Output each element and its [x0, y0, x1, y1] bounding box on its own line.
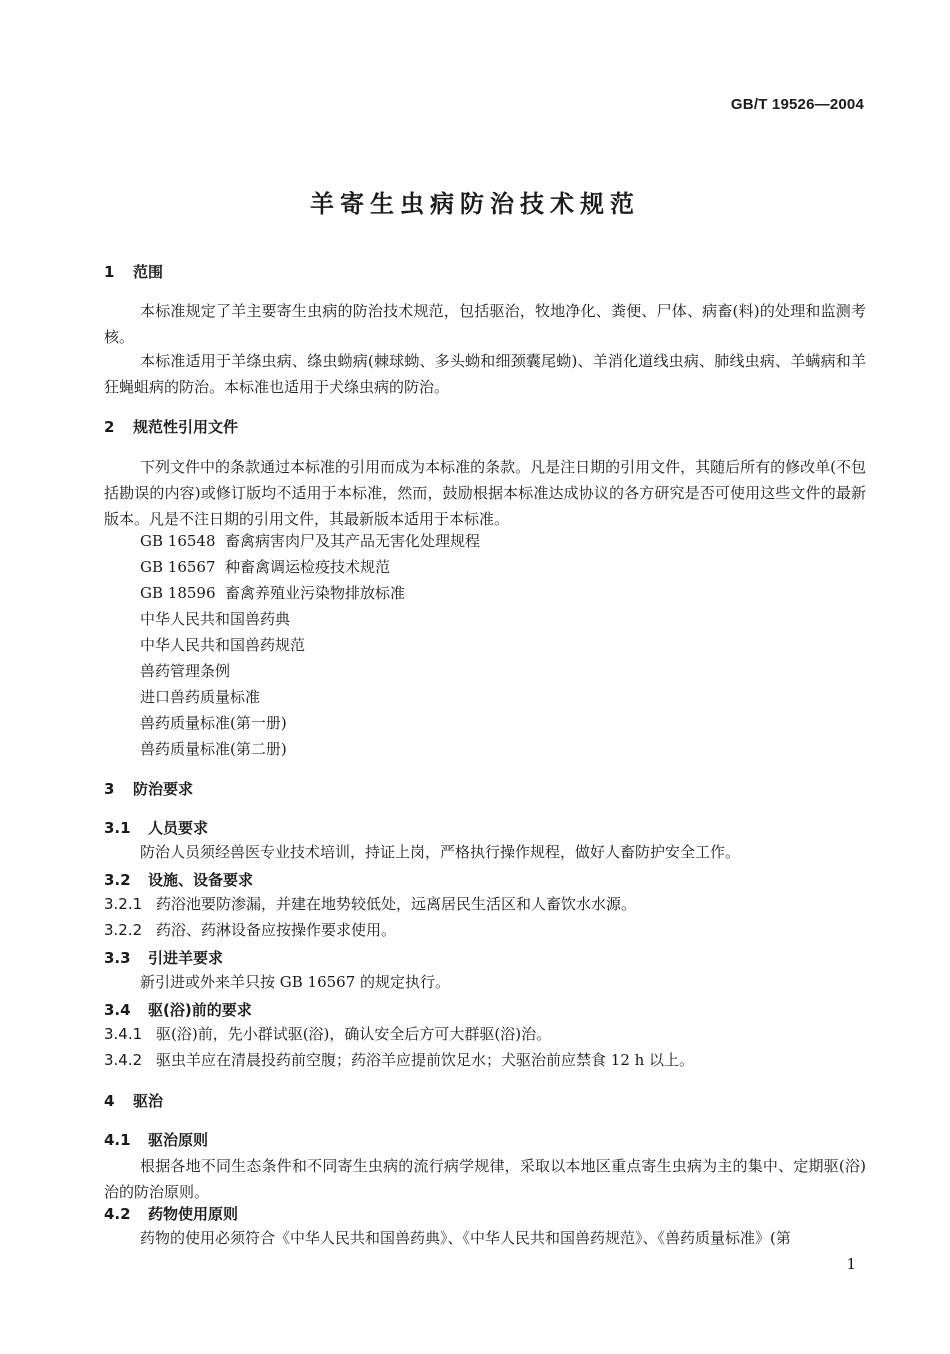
clause-4-2-text: 药物的使用必须符合《中华人民共和国兽药典》、《中华人民共和国兽药规范》、《兽药质量标准》(第	[140, 1229, 791, 1247]
reference-item	[140, 634, 305, 655]
reference-item	[140, 660, 230, 681]
page-number: 1	[846, 1255, 856, 1273]
clause-title: 设施、设备要求	[148, 871, 254, 889]
clause-number: 3.4.2	[104, 1051, 143, 1069]
reference-name: 兽药质量标准(第二册)	[140, 740, 287, 758]
clause-title: 驱治原则	[148, 1131, 209, 1149]
clause-3-2-2	[104, 919, 396, 940]
references-intro: 下列文件中的条款通过本标准的引用而成为本标准的条款。凡是注日期的引用文件，其随后所有的修改单(不包括勘误的内容)或修订版均不适用于本标准，然而，鼓励根据本标准达成协议的各方研究是否可使用这些文件的最新版本。凡是不注日期的引用文件，其最新版本适用于本标准。	[104, 458, 866, 528]
clause-title: 人员要求	[148, 819, 209, 837]
clause-number: 3.1	[104, 819, 131, 837]
reference-name: 中华人民共和国兽药规范	[140, 636, 306, 654]
standard-code: GB/T 19526—2004	[730, 96, 864, 113]
reference-item	[140, 712, 287, 733]
reference-item	[140, 686, 260, 707]
clause-text: 药浴、药淋设备应按操作要求使用。	[156, 921, 397, 939]
section-title: 范围	[133, 263, 164, 281]
reference-name: 畜禽病害肉尸及其产品无害化处理规程	[225, 532, 481, 550]
clause-title: 药物使用原则	[148, 1205, 239, 1223]
clause-number: 3.2	[104, 871, 131, 889]
scope-paragraph-1: 本标准规定了羊主要寄生虫病的防治技术规范，包括驱治，牧地净化、粪便、尸体、病畜(料)的处理和监测考核。	[104, 302, 866, 346]
reference-code: GB 16567	[140, 558, 216, 576]
section-number: 3	[104, 780, 115, 798]
clause-4-1-text: 根据各地不同生态条件和不同寄生虫病的流行病学规律，采取以本地区重点寄生虫病为主的集中、定期驱(浴)治的防治原则。	[104, 1157, 866, 1201]
clause-number: 3.2.2	[104, 921, 143, 939]
document-title: 羊寄生虫病防治技术规范	[310, 190, 640, 218]
reference-code: GB 18596	[140, 584, 216, 602]
clause-number: 4.2	[104, 1205, 131, 1223]
reference-item	[140, 530, 480, 551]
clause-text: 药浴池要防渗漏，并建在地势较低处，远离居民生活区和人畜饮水水源。	[156, 895, 637, 913]
reference-code: GB 16548	[140, 532, 216, 550]
reference-item	[140, 556, 390, 577]
clause-number: 3.2.1	[104, 895, 143, 913]
reference-name: 畜禽养殖业污染物排放标准	[225, 584, 406, 602]
clause-number: 3.3	[104, 949, 131, 967]
scope-paragraph-2: 本标准适用于羊绦虫病、绦虫蚴病(棘球蚴、多头蚴和细颈囊尾蚴)、羊消化道线虫病、肺线虫病、羊螨病和羊狂蝇蛆病的防治。本标准也适用于犬绦虫病的防治。	[104, 352, 866, 396]
clause-3-3-text: 新引进或外来羊只按 GB 16567 的规定执行。	[140, 973, 451, 991]
reference-item	[140, 582, 405, 603]
clause-3-4-1	[104, 1023, 551, 1044]
reference-name: 中华人民共和国兽药典	[140, 610, 291, 628]
reference-name: 兽药质量标准(第一册)	[140, 714, 287, 732]
clause-3-2-1	[104, 893, 636, 914]
clause-title: 引进羊要求	[148, 949, 224, 967]
clause-text: 驱(浴)前，先小群试驱(浴)，确认安全后方可大群驱(浴)治。	[156, 1025, 552, 1043]
clause-3-4-2	[104, 1049, 694, 1070]
reference-name: 兽药管理条例	[140, 662, 231, 680]
clause-number: 4.1	[104, 1131, 131, 1149]
section-number: 2	[104, 418, 115, 436]
clause-number: 3.4	[104, 1001, 131, 1019]
section-number: 4	[104, 1092, 115, 1110]
clause-text: 驱虫羊应在清晨投药前空腹；药浴羊应提前饮足水；犬驱治前应禁食 12 h 以上。	[156, 1051, 695, 1069]
reference-name: 进口兽药质量标准	[140, 688, 261, 706]
clause-3-1-text: 防治人员须经兽医专业技术培训，持证上岗，严格执行操作规程，做好人畜防护安全工作。	[140, 843, 741, 861]
section-title: 驱治	[133, 1092, 164, 1110]
reference-item	[140, 738, 287, 759]
reference-name: 种畜禽调运检疫技术规范	[225, 558, 391, 576]
section-title: 防治要求	[133, 780, 194, 798]
section-number: 1	[104, 263, 115, 281]
clause-title: 驱(浴)前的要求	[148, 1001, 252, 1019]
clause-number: 3.4.1	[104, 1025, 143, 1043]
section-title: 规范性引用文件	[133, 418, 239, 436]
reference-item	[140, 608, 290, 629]
